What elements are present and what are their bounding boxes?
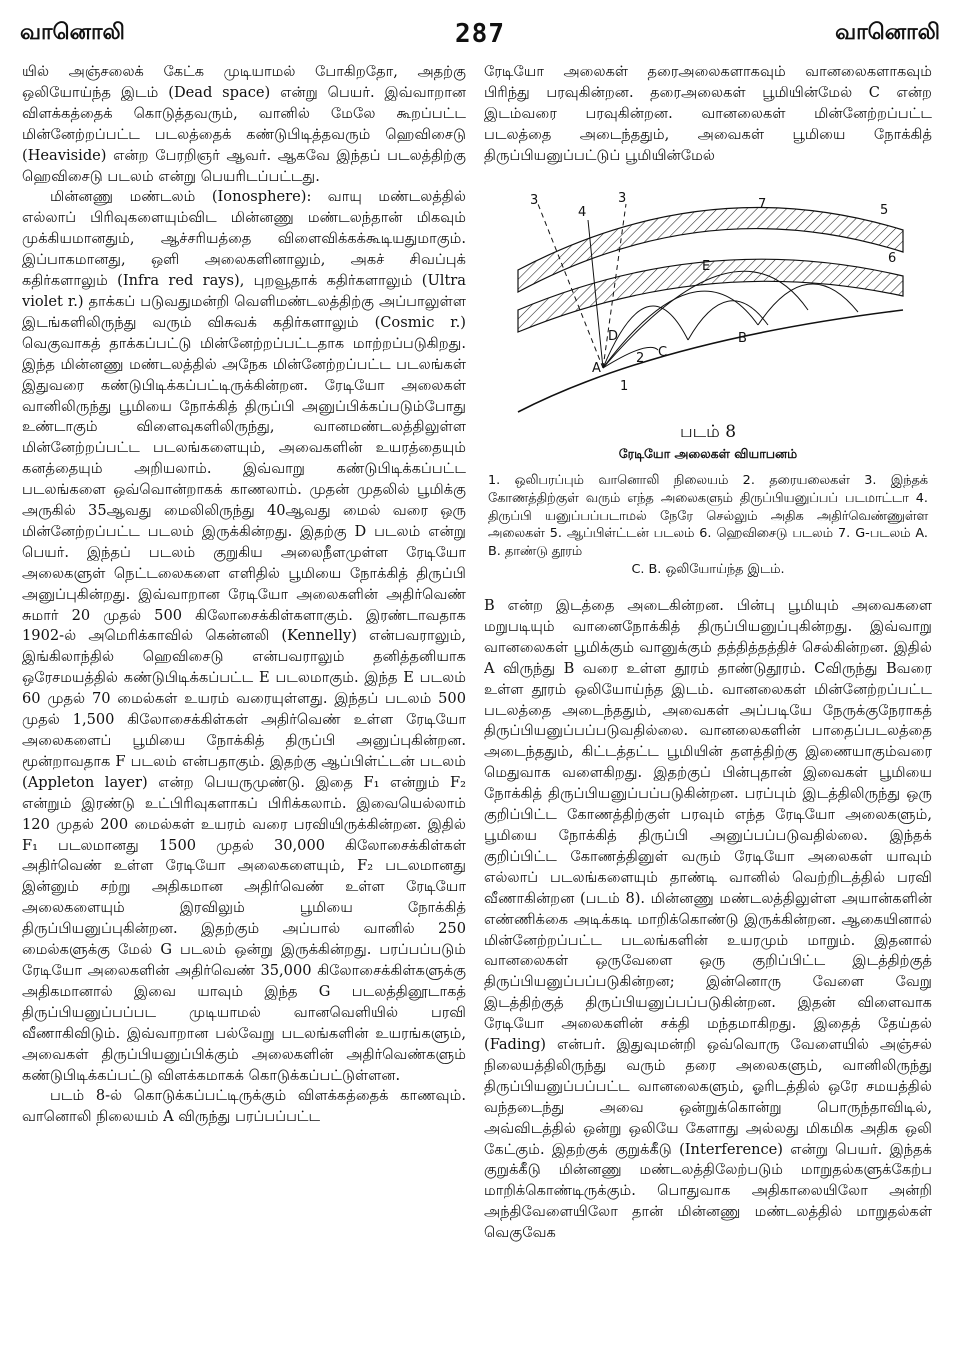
svg-text:D: D [608,329,619,344]
right-column-bottom [484,596,932,1354]
svg-text:7: 7 [758,197,767,212]
svg-text:5: 5 [880,203,889,218]
svg-text:3: 3 [618,191,627,206]
figure-legend [488,472,928,579]
figure-title: ரேடியோ அலைகள் வியாபனம் [618,446,798,461]
paragraph: மின்னணு மண்டலம் (Ionosphere): வாயு மண்டலத்தில் எல்லாப் பிரிவுகளையும்விட மின்னணு மண்டலந்தான் மிகவும் முக்கியமானதும், ஆச்சரியத்தை விளைவிக்கக்கூடியதுமாகும். இப்பாகமானது, ஒளி அலைகளினாலும், அகச் சிவப்புக் கதிர்களாலும் (Infra red rays), புறவூதாக் கதிர்களாலும் (Ultra violet r.) தாக்கப் படுவதுமன்றி வெளிமண்டலத்திற்கு அப்பாலுள்ள இடங்களிலிருந்து வரும் விசுவக் கதிர்களாலும் (Cosmic r.) வெகுவாகத் தாக்கப்பட்டு மின்னேற்றப்பட்டதாக மாற்றப்படுகிறது. இந்த மின்னணு மண்டலத்தில் அநேக மின்னேற்றப்பட்ட படலங்கள் இதுவரை கண்டுபிடிக்கப்பட்டிருக்கின்றன. ரேடியோ அலைகள் வானிலிருந்து பூமியை நோக்கித் திருப்பி அனுப்பிக்கப்படும்போது உண்டாகும் விளைவுகளிலிருந்து, வானமண்டலத்திலுள்ள மின்னேற்றப்பட்ட படலங்களையும், அவைகளின் உயரத்தையும் கனத்தையும் அறியலாம். இவ்வாறு கண்டுபிடிக்கப்பட்ட படலங்களை ஒவ்வொன்றாகக் காணலாம். முதன் முதலில் பூமிக்கு அருகில் 35ஆவது மைலிலிருந்து 40ஆவது மைல் வரை ஒரு மின்னேற்றப்பட்ட படலம் இருக்கின்றது. இதற்கு D படலம் என்று பெயர். இந்தப் படலம் குறுகிய அலைநீளமுள்ள ரேடியோ அலைகளுள் நெட்டலைகளை எளிதில் பூமியை நோக்கித் திருப்பி அனுப்புகின்றது. இவ்வாறான ரேடியோ அலைகளின் அதிர்வெண் சுமார் 20 முதல் 500 கிலோசைக்கிள்களாகும். இரண்டாவதாக 1902-ல் அமெரிக்காவில் கென்னலி (Kennelly) என்பவராலும், இங்கிலாந்தில் ஹெவிசைடு என்பவராலும் தனித்தனியாக ஒரேசமயத்தில் கண்டுபிடிக்கப்பட்ட E படலமாகும். இந்த E படலம் 60 முதல் 70 மைல்கள் உயரம் வரையுள்ளது. இந்தப் படலம் 500 முதல் 1,500 கிலோசைக்கிள்கள் அதிர்வெண் உள்ள ரேடியோ அலைகளைப் பூமியை நோக்கித் திருப்பி அனுப்புகின்றன. மூன்றாவதாக F படலம் என்பதாகும். இதற்கு ஆப்பிள்ட்டன் படலம் (Appleton layer) என்ற பெயருமுண்டு. இதை F₁ என்றும் F₂ என்றும் இரண்டு உட்பிரிவுகளாகப் பிரிக்கலாம். இவையெல்லாம் 120 முதல் 200 மைல்கள் உயரம் வரை பரவியிருக்கின்றன. இதில் F₁ படலமானது 1500 முதல் 30,000 கிலோசைக்கிள்கள் அதிர்வெண் உள்ள ரேடியோ அலைகளையும், F₂ படலமானது இன்னும் சற்று அதிகமான அதிர்வெண் உள்ள ரேடியோ அலைகளையும் இரவிலும் பூமியை நோக்கித் திருப்பியனுப்புகின்றன. இதற்கும் அப்பால் வானில் 250 மைல்களுக்கு மேல் G படலம் ஒன்று இருக்கின்றது. பரப்பப்படும் ரேடியோ அலைகளின் அதிர்வெண் 35,000 கிலோசைக்கிள்களுக்கு அதிகமானால் இவை யாவும் இந்த G படலத்தினூடாகத் திருப்பியனுப்பப்பட முடியாமல் வானவெளியில் பரவி வீணாகிவிடும். இவ்வாறான பல்வேறு படலங்களின் உயரங்களும், அவைகள் திருப்பியனுப்பிக்கும் அலைகளின் அதிர்வெண்களும் கண்டுபிடிக்கப்பட்டு விளக்கமாகக் கொடுக்கப்பட்டுள்ளன. [22,188,466,1084]
earth-surface [518,310,903,412]
right-column-top [484,62,932,188]
svg-text:6: 6 [888,251,897,266]
running-head-right: வானொலி [835,20,940,45]
figure-8 [484,190,932,578]
svg-text:C: C [658,345,668,360]
legend-line: 1. ஒலிபரப்பும் வானொலி நிலையம் 2. தரையலைகள் 3. இந்தக் கோணத்திற்குள் வரும் எந்த அலைகளும் திருப்பியனுப்பப் படமாட்டா 4. திருப்பி யனுப்பப்படாமல் நேரே செல்லும் அதிக அதிர்வெண்ணுள்ள அலைகள் 5. ஆப்பிள்ட்டன் படலம் 6. ஹெவிசைடு படலம் 7. G-படலம் A. B. தாண்டு தூரம் [488,473,928,560]
paragraph: ரேடியோ அலைகள் தரைஅலைகளாகவும் வானலைகளாகவும் பிரிந்து பரவுகின்றன. தரைஅலைகள் பூமியின்மேல் C என்ற இடம்வரை பரவுகின்றன. வானலைகள் மின்னேற்றப்பட்ட படலத்தை அடைந்ததும், அவைகள் பூமியை நோக்கித் திருப்பியனுப்பட்டுப் பூமியின்மேல் [484,63,932,164]
left-column [22,62,466,1352]
legend-line: C. B. ஒலியோய்ந்த இடம். [631,561,785,577]
figure-number: படம் 8 [679,422,737,442]
svg-text:A: A [592,361,601,376]
svg-text:B: B [738,331,747,346]
propagation-diagram [508,190,908,418]
svg-text:3: 3 [530,193,539,208]
running-head-left: வானொலி [20,20,125,45]
paragraph: B என்ற இடத்தை அடைகின்றன. பின்பு பூமியும் அவைகளை மறுபடியும் வானைநோக்கித் திருப்பியனுப்புகின்றது. இவ்வாறு வானலைகள் பூமிக்கும் வானுக்கும் தத்தித்தத்திச் செல்கின்றன. இதில் A விருந்து B வரை உள்ள தூரம் தாண்டுதூரம். Cவிருந்து Bவரை உள்ள தூரம் ஒலியோய்ந்த இடம். வானலைகள் மின்னேற்றப்பட்ட படலத்தை அடைந்ததும், அவைகள் அப்படியே நேருக்குநேராகத் திருப்பியனுப்பப்படுவதில்லை. வானலைகளின் பாதைப்படலத்தை அடைந்ததும், கிட்டத்தட்ட பூமியின் தளத்திற்கு இணையாகும்வரை மெதுவாக வளைகிறது. இதற்குப் பின்புதான் இவைகள் பூமியை நோக்கித் திருப்பியனுப்பப்படுகின்றன. பரப்பும் இடத்திலிருந்து ஒரு குறிப்பிட்ட கோணத்திற்குள் பரவும் எந்த ரேடியோ அலைகளும், பூமியை நோக்கித் திருப்பி அனுப்பப்படுவதில்லை. இந்தக் குறிப்பிட்ட கோணத்தினுள் வரும் ரேடியோ அலைகள் யாவும் எல்லாப் படலங்களையும் தாண்டி வானில் வெற்றிடத்தில் பரவி வீணாகின்றன (படம் 8). மின்னணு மண்டலத்திலுள்ள அயான்களின் எண்ணிக்கை அடிக்கடி மாறிக்கொண்டு இருக்கின்றன. ஆகையினால் மின்னேற்றப்பட்ட படலங்களின் உயரமும் மாறும். இதனால் வானலைகள் ஒருவேளை ஒரு குறிப்பிட்ட இடத்திற்குத் திருப்பியனுப்பப்படுகின்றன; இன்னொரு வேளை வேறு இடத்திற்குத் திருப்பியனுப்பப்படுகின்றன. இதன் விளைவாக ரேடியோ அலைகளின் சக்தி மந்தமாகிறது. இதைத் தேய்தல் (Fading) என்பர். இதுவுமன்றி ஒவ்வொரு வேளையில் அஞ்சல் நிலையத்திலிருந்து வரும் தரை அலைகளும், வானிலிருந்து திருப்பியனுப்பப்பட்ட வானலைகளும், ஓரிடத்தில் ஒரே சமயத்தில் வந்தடைந்து அவை ஒன்றுக்கொன்று பொருந்தாவிடில், அவ்விடத்தில் ஒன்று ஒலியே கேளாது அல்லது மிகமிக அதிக ஒலி கேட்கும். இதற்குக் குறுக்கீடு (Interference) என்று பெயர். இந்தக் குறுக்கீடு மின்னணு மண்டலத்திலேற்படும் மாறுதல்களுக்கேற்ப மாறிக்கொண்டிருக்கும். பொதுவாக அதிகாலையிலோ அன்றி அந்திவேளையிலோ தான் மின்னணு மண்டலத்தில் மாறுதல்கள் வெகுவேக [484,597,932,1242]
paragraph: படம் 8-ல் கொடுக்கப்பட்டிருக்கும் விளக்கத்தைக் காணவும். வானொலி நிலையம் A விருந்து பரப்பப்பட்ட [22,1087,466,1126]
paragraph: யில் அஞ்சலைக் கேட்க முடியாமல் போகிறதோ, அதற்கு ஒலியோய்ந்த இடம் (Dead space) என்று பெயர். இவ்வாறான விளக்கத்தைக் கொடுத்தவரும், வானில் மேலே கூறப்பட்ட மின்னேற்றப்பட்ட படலத்தைக் கண்டுபிடித்தவரும் ஹெவிசைடு (Heaviside) என்ற பேரறிஞர் ஆவர். ஆகவே இந்தப் படலத்திற்கு ஹெவிசைடு படலம் என்று பெயரிடப்பட்டது. [22,63,466,185]
page-header [20,14,940,54]
heaviside-layer [518,259,903,332]
svg-text:E: E [702,259,711,274]
svg-text:4: 4 [578,205,587,220]
svg-text:2: 2 [636,351,645,366]
page-number: 287 [455,19,505,49]
svg-text:1: 1 [620,379,629,394]
